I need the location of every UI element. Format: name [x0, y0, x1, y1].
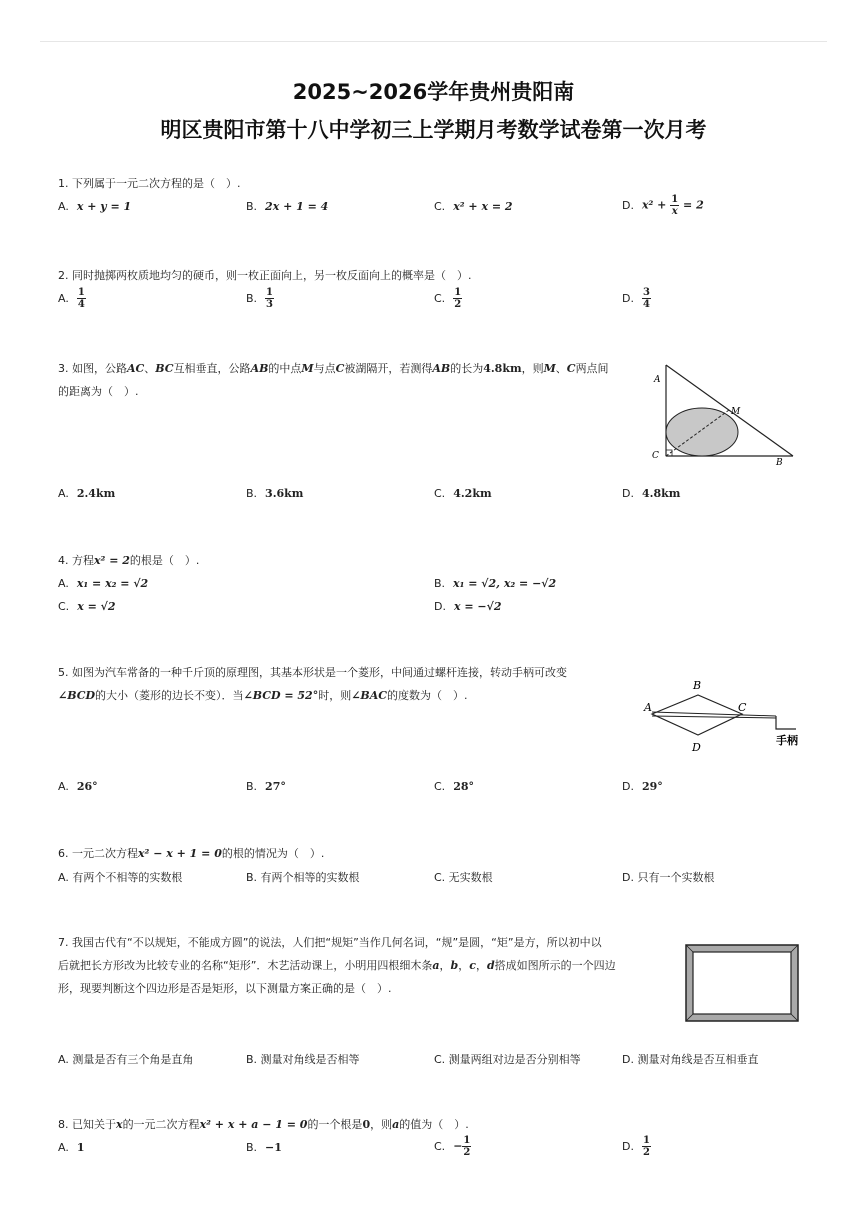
fraction-numerator: 1: [463, 1135, 471, 1146]
option-label: C.: [434, 780, 446, 793]
stem-text: 与点: [313, 362, 336, 375]
option-label: A.: [58, 577, 69, 590]
stem-text: 3. 如图，公路: [58, 362, 127, 375]
option-label: A.: [58, 291, 69, 305]
question-6-stem: [58, 842, 324, 865]
label-b: B: [693, 679, 702, 692]
stem-math: x² − x + 1 = 0: [138, 847, 222, 860]
stem-math: c: [469, 959, 476, 972]
q6-option-b[interactable]: B. 有两个相等的实数根: [246, 871, 360, 884]
q4-option-b[interactable]: [434, 577, 556, 590]
question-5-stem: [58, 661, 598, 707]
stem-text: ，则: [370, 1118, 393, 1131]
stem-math: AC: [127, 362, 145, 375]
screw-rod-top: [652, 712, 776, 716]
stem-math: ∠BAC: [351, 689, 388, 702]
stem-math: b: [450, 959, 459, 972]
q2-option-b[interactable]: [246, 287, 274, 310]
q1-option-c[interactable]: [434, 200, 513, 213]
q5-option-d[interactable]: [622, 780, 663, 793]
stem-text: 、: [555, 362, 567, 375]
question-1-stem: 1. 下列属于一元二次方程的是（ ）.: [58, 177, 241, 190]
stem-text: 被湖隔开，若测得: [344, 362, 433, 375]
fraction: [77, 287, 86, 310]
option-label: D.: [434, 600, 446, 613]
stem-math: ∠BCD = 52°: [243, 689, 319, 702]
option-math: x² + x = 2: [453, 200, 513, 213]
option-label: B.: [246, 200, 258, 213]
question-7-stem: [58, 931, 673, 1000]
fraction-denominator: 2: [454, 299, 462, 310]
question-2-stem: 2. 同时抛掷两枚质地均匀的硬币，则一枚正面向上，另一枚反面向上的概率是（ ）.: [58, 269, 472, 282]
option-value: 4.8km: [641, 487, 681, 500]
label-c: C: [738, 701, 747, 714]
q3-option-d[interactable]: [622, 487, 680, 500]
q8-option-d[interactable]: [622, 1135, 651, 1158]
stem-math: x: [116, 1118, 123, 1131]
fraction: [670, 194, 679, 217]
q2-option-c[interactable]: [434, 287, 462, 310]
option-value: −1: [265, 1141, 282, 1154]
stem-text: 6. 一元二次方程: [58, 847, 138, 860]
option-math: x + y = 1: [76, 200, 132, 213]
option-value: 26°: [76, 780, 98, 793]
q5-option-a[interactable]: [58, 780, 98, 793]
fraction: [453, 287, 462, 310]
top-divider: [40, 41, 827, 42]
stem-text: 的大小（菱形的边长不变）．当: [95, 689, 244, 702]
option-value: 4.2km: [453, 487, 492, 500]
option-value: 3.6km: [265, 487, 304, 500]
q6-option-d[interactable]: D. 只有一个实数根: [622, 871, 715, 884]
stem-text: 互相垂直，公路: [173, 362, 251, 375]
q6-option-c[interactable]: C. 无实数根: [434, 871, 493, 884]
option-label: D.: [622, 1139, 634, 1153]
fraction: [265, 287, 274, 310]
stem-text: ，则: [521, 362, 544, 375]
fraction-numerator: 1: [671, 194, 679, 205]
label-a: A: [644, 701, 652, 714]
question-3-stem: [58, 357, 643, 403]
lake-ellipse: [666, 408, 738, 456]
option-value: x = √2: [77, 600, 116, 613]
fraction-denominator: 3: [266, 299, 274, 310]
stem-text: 后就把长方形改为比较专业的名称“矩形”．木艺活动课上，小明用四根细木条: [58, 959, 433, 972]
option-label: C.: [434, 487, 446, 500]
option-value: −: [453, 1139, 463, 1153]
q8-option-b[interactable]: [246, 1141, 282, 1154]
fraction-numerator: 1: [266, 287, 274, 298]
fraction-numerator: 1: [642, 1135, 650, 1146]
stem-text: 5. 如图为汽车常备的一种千斤顶的原理图，其基本形状是一个菱形，中间通过螺杆连接，转动手柄可改变: [58, 666, 567, 679]
fraction-denominator: 4: [77, 299, 85, 310]
stem-text: 的一元二次方程: [122, 1118, 200, 1131]
inner-frame: [693, 952, 791, 1014]
option-math: 2x + 1 = 4: [265, 200, 329, 213]
q2-option-d[interactable]: [622, 287, 651, 310]
handle-crank: [776, 716, 796, 729]
stem-text: 的距离为（ ）.: [58, 385, 139, 398]
page-title-line-2: 明区贵阳市第十八中学初三上学期月考数学试卷第一次月考: [160, 118, 707, 142]
stem-text: ，: [475, 959, 487, 972]
label-d: D: [692, 741, 701, 754]
stem-math: a: [392, 1118, 400, 1131]
option-label: B.: [434, 577, 446, 590]
stem-text: 的根的情况为（ ）.: [221, 847, 325, 860]
label-m: M: [731, 407, 741, 417]
fraction-numerator: 1: [454, 287, 462, 298]
q1-option-d[interactable]: [622, 194, 704, 217]
stem-math: M: [543, 362, 556, 375]
label-c: C: [652, 451, 659, 461]
q3-option-c[interactable]: [434, 487, 492, 500]
q8-option-a[interactable]: [58, 1141, 84, 1154]
stem-text: 的值为（ ）.: [399, 1118, 469, 1131]
fraction-denominator: x: [671, 206, 678, 217]
stem-text: 7. 我国古代有“不以规矩，不能成方圆”的说法，人们把“规矩”当作几何名词，“规”是圆，“矩”是方，所以初中以: [58, 936, 602, 949]
fraction-numerator: 1: [77, 287, 85, 298]
stem-text: 形，现要判断这个四边形是否是矩形，以下测量方案正确的是（ ）.: [58, 982, 392, 995]
stem-text: 8. 已知关于: [58, 1118, 116, 1131]
option-label: B.: [246, 780, 258, 793]
q8-option-c[interactable]: [434, 1135, 471, 1158]
stem-text: ，: [458, 959, 470, 972]
stem-math: BC: [155, 362, 174, 375]
option-value: x₁ = √2, x₂ = −√2: [453, 577, 557, 590]
q3-lake-figure: [648, 360, 803, 470]
option-math: x² +: [641, 198, 671, 212]
fraction-denominator: 2: [463, 1147, 471, 1158]
option-label: D.: [622, 487, 634, 500]
stem-math: AB: [250, 362, 269, 375]
stem-math: a: [432, 959, 440, 972]
stem-math: M: [301, 362, 314, 375]
stem-math: x² + x + a − 1 = 0: [199, 1118, 308, 1131]
fraction-denominator: 2: [642, 1147, 650, 1158]
q4-option-d[interactable]: [434, 600, 502, 613]
option-label: A.: [58, 487, 69, 500]
option-value: 1: [76, 1141, 85, 1154]
stem-text: 的一个根是: [307, 1118, 363, 1131]
q2-option-a[interactable]: [58, 287, 86, 310]
option-math: = 2: [679, 198, 704, 212]
q7-option-a[interactable]: A. 测量是否有三个角是直角: [58, 1053, 194, 1066]
option-value: 28°: [453, 780, 474, 793]
fraction-numerator: 3: [642, 287, 650, 298]
q3-option-a[interactable]: [58, 487, 115, 500]
stem-text: 的中点: [268, 362, 302, 375]
label-a: A: [654, 375, 661, 385]
fraction: [642, 1135, 651, 1158]
stem-math: x² = 2: [94, 554, 130, 567]
option-label: D.: [622, 780, 634, 793]
stem-text: 搭成如图所示的一个四边: [494, 959, 616, 972]
option-label: C.: [434, 200, 446, 213]
stem-text: 4. 方程: [58, 554, 94, 567]
option-label: B.: [246, 291, 258, 305]
q5-option-c[interactable]: [434, 780, 474, 793]
option-label: C.: [434, 291, 446, 305]
option-label: A.: [58, 780, 69, 793]
stem-math: C: [566, 362, 576, 375]
stem-math: ∠BCD: [58, 689, 96, 702]
option-value: x = −√2: [453, 600, 502, 613]
q7-option-b[interactable]: B. 测量对角线是否相等: [246, 1053, 360, 1066]
stem-text: 的根是（ ）.: [129, 554, 200, 567]
option-value: 29°: [641, 780, 663, 793]
screw-rod-bottom: [652, 716, 776, 718]
option-label: D.: [622, 291, 634, 305]
q5-jack-figure: [638, 675, 808, 755]
q7-frame-figure: [684, 943, 802, 1025]
stem-text: 的长为: [450, 362, 484, 375]
option-label: B.: [246, 487, 258, 500]
label-b: B: [776, 458, 783, 468]
stem-math: C: [335, 362, 345, 375]
question-8-stem: [58, 1113, 469, 1136]
q7-option-c[interactable]: C. 测量两组对边是否分别相等: [434, 1053, 581, 1066]
option-label: C.: [58, 600, 70, 613]
page-title-line-1: 2025~2026学年贵州贵阳南: [292, 80, 575, 104]
q3-option-b[interactable]: [246, 487, 303, 500]
q6-option-a[interactable]: A. 有两个不相等的实数根: [58, 871, 183, 884]
fraction-denominator: 4: [642, 299, 650, 310]
option-value: 2.4km: [76, 487, 116, 500]
stem-math: 4.8km: [483, 362, 522, 375]
option-value: 27°: [265, 780, 286, 793]
fraction: [462, 1135, 471, 1158]
option-label: D.: [622, 198, 634, 212]
q4-option-c[interactable]: [58, 600, 116, 613]
stem-math: d: [486, 959, 495, 972]
option-value: x₁ = x₂ = √2: [76, 577, 149, 590]
q1-option-a[interactable]: [58, 200, 131, 213]
option-label: A.: [58, 200, 69, 213]
stem-math: AB: [432, 362, 451, 375]
fraction: [642, 287, 651, 310]
option-label: A.: [58, 1141, 69, 1154]
q1-option-b[interactable]: [246, 200, 328, 213]
q5-option-b[interactable]: [246, 780, 286, 793]
option-label: B.: [246, 1141, 258, 1154]
stem-text: 的度数为（ ）.: [387, 689, 468, 702]
stem-text: 、: [144, 362, 156, 375]
stem-text: 两点间: [575, 362, 609, 375]
rhombus-abcd: [652, 695, 742, 735]
label-handle: 手柄: [776, 734, 798, 747]
q4-option-a[interactable]: [58, 577, 148, 590]
stem-math: 0: [362, 1118, 371, 1131]
stem-text: ，: [439, 959, 451, 972]
stem-text: 时，则: [318, 689, 352, 702]
option-label: C.: [434, 1139, 446, 1153]
question-4-stem: [58, 549, 199, 572]
q7-option-d[interactable]: D. 测量对角线是否互相垂直: [622, 1053, 759, 1066]
